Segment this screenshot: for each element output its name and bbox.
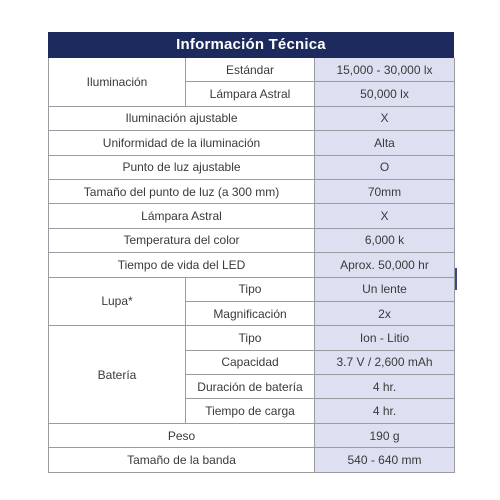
row-label: Peso (49, 423, 315, 447)
table-row (49, 131, 455, 155)
row-label: Uniformidad de la iluminación (49, 131, 315, 155)
technical-info-table (48, 32, 454, 473)
table-row (49, 106, 455, 130)
row-label: Tamaño de la banda (49, 448, 315, 472)
value-bateria-tipo: Ion - Litio (315, 326, 455, 350)
sub-label-lampara-astral: Lámpara Astral (186, 82, 315, 106)
value-capacidad: 3.7 V / 2,600 mAh (315, 350, 455, 374)
table-row (49, 448, 455, 472)
row-label: Temperatura del color (49, 228, 315, 252)
row-label: Tiempo de vida del LED (49, 253, 315, 277)
row-value: 540 - 640 mm (315, 448, 455, 472)
table-row (49, 423, 455, 447)
table-row (49, 277, 455, 301)
spec-table (48, 58, 455, 473)
row-value: 190 g (315, 423, 455, 447)
row-label: Tamaño del punto de luz (a 300 mm) (49, 179, 315, 203)
table-row (49, 228, 455, 252)
table-row (49, 58, 455, 82)
sub-label-tipo: Tipo (186, 326, 315, 350)
row-label: Iluminación ajustable (49, 106, 315, 130)
row-label-bateria: Batería (49, 326, 186, 424)
value-duracion: 4 hr. (315, 375, 455, 399)
sub-label-tiempo-carga: Tiempo de carga (186, 399, 315, 423)
value-lupa-tipo: Un lente (315, 277, 455, 301)
table-row (49, 326, 455, 350)
row-label-lupa: Lupa* (49, 277, 186, 326)
table-row (49, 253, 455, 277)
row-label-iluminacion: Iluminación (49, 58, 186, 106)
row-value: 6,000 k (315, 228, 455, 252)
value-estandar: 15,000 - 30,000 lx (315, 58, 455, 82)
row-value: X (315, 204, 455, 228)
table-title: Información Técnica (48, 32, 454, 58)
sub-label-capacidad: Capacidad (186, 350, 315, 374)
row-label: Lámpara Astral (49, 204, 315, 228)
value-magnificacion: 2x (315, 301, 455, 325)
edge-marker (455, 268, 457, 290)
table-row (49, 179, 455, 203)
sub-label-estandar: Estándar (186, 58, 315, 82)
row-value: Alta (315, 131, 455, 155)
value-lampara-astral: 50,000 lx (315, 82, 455, 106)
sub-label-magnificacion: Magnificación (186, 301, 315, 325)
value-tiempo-carga: 4 hr. (315, 399, 455, 423)
row-value: 70mm (315, 179, 455, 203)
row-label: Punto de luz ajustable (49, 155, 315, 179)
row-value: O (315, 155, 455, 179)
row-value: X (315, 106, 455, 130)
table-row (49, 204, 455, 228)
sub-label-tipo: Tipo (186, 277, 315, 301)
sub-label-duracion: Duración de batería (186, 375, 315, 399)
table-row (49, 155, 455, 179)
row-value: Aprox. 50,000 hr (315, 253, 455, 277)
